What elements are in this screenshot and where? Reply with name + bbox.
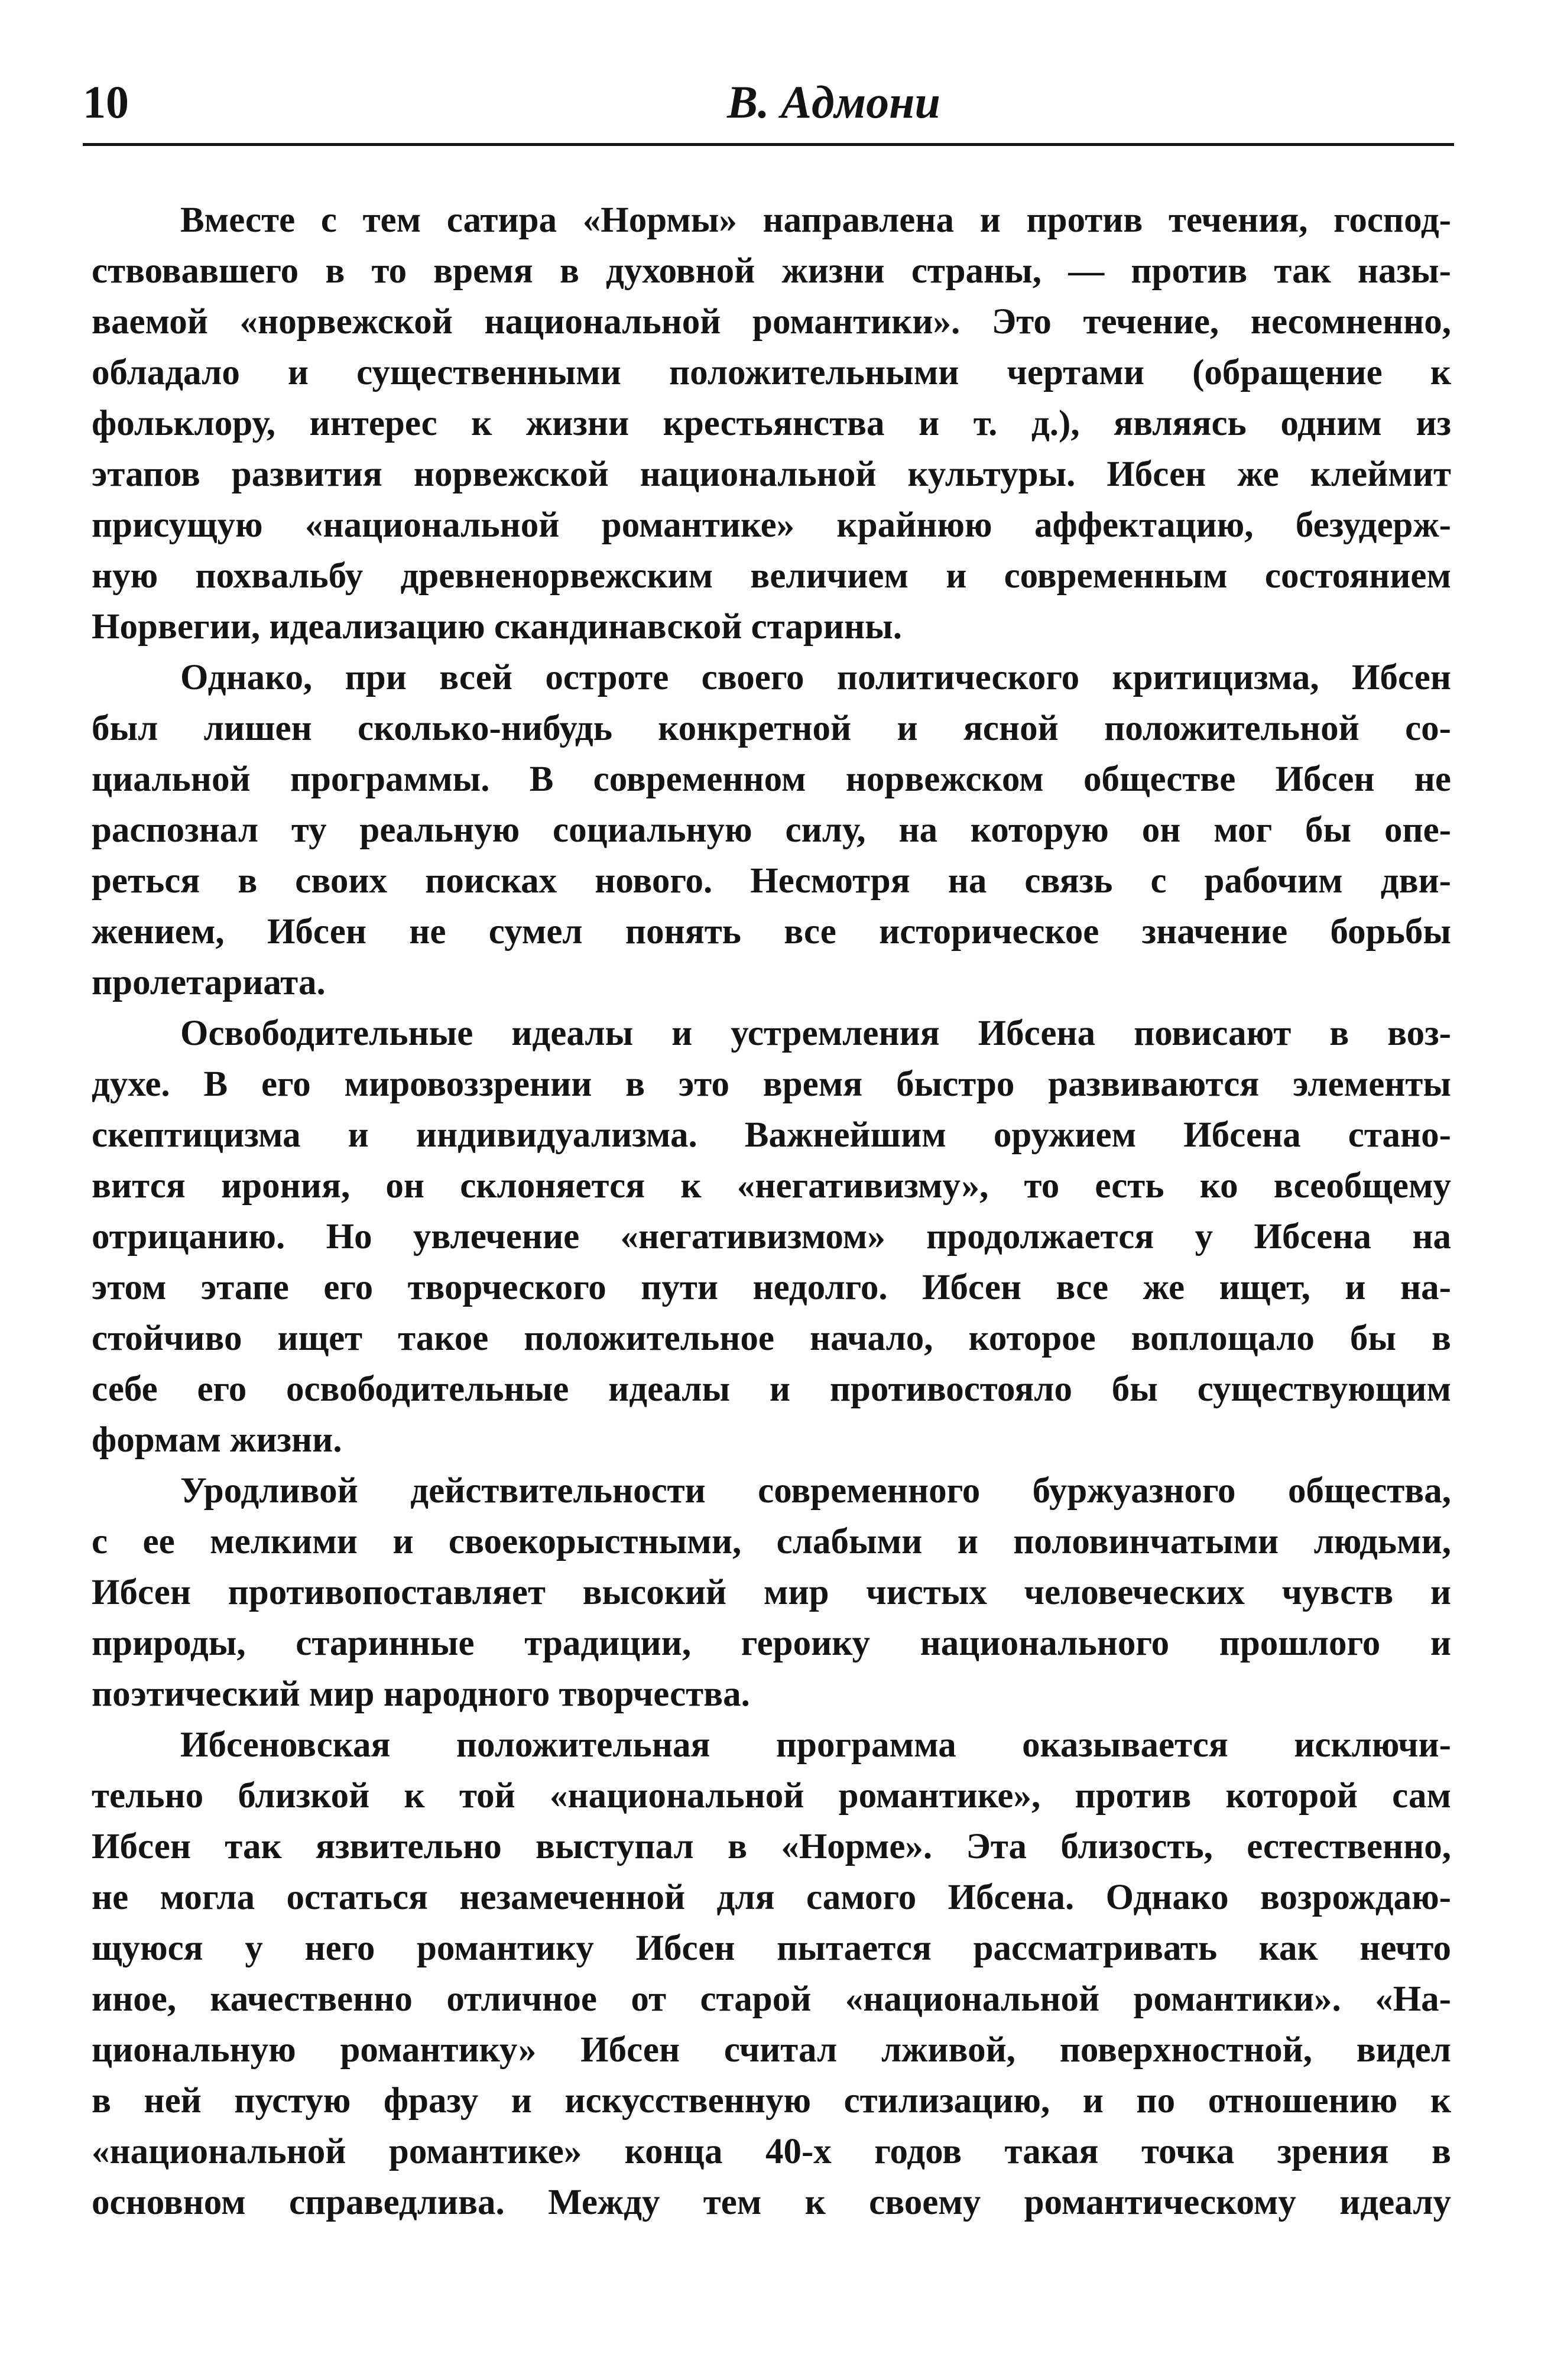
- text-line: жением, Ибсен не сумел понять все историческое значение борьбы: [92, 912, 1451, 952]
- paragraph: [92, 195, 1451, 652]
- text-line: ную похвальбу древненорвежским величием и современным состоянием: [92, 556, 1451, 596]
- text-line: Ибсен так язвительно выступал в «Норме». Эта близость, естественно,: [92, 1827, 1451, 1866]
- text-line: Норвегии, идеализацию скандинавской старины.: [92, 607, 903, 647]
- text-line: ваемой «норвежской национальной романтики». Это течение, несомненно,: [92, 302, 1451, 342]
- running-title: В. Адмони: [727, 76, 940, 128]
- header-rule: [83, 143, 1454, 146]
- text-line: не могла остаться незамеченной для самого Ибсена. Однако возрождаю-: [92, 1878, 1451, 1917]
- text-line: тельно близкой к той «национальной романтике», против которой сам: [92, 1776, 1451, 1816]
- paragraph: [92, 1466, 1451, 1720]
- text-line: ствовавшего в то время в духовной жизни страны, — против так назы-: [92, 251, 1451, 291]
- text-line: с ее мелкими и своекорыстными, слабыми и половинчатыми людьми,: [92, 1522, 1451, 1561]
- text-line: Вместе с тем сатира «Нормы» направлена и против течения, господ-: [180, 200, 1451, 240]
- text-line: Однако, при всей остроте своего политического критицизма, Ибсен: [180, 658, 1451, 697]
- text-line: циальной программы. В современном норвежском обществе Ибсен не: [92, 759, 1451, 799]
- text-line: реться в своих поисках нового. Несмотря на связь с рабочим дви-: [92, 861, 1451, 901]
- text-line: духе. В его мировоззрении в это время быстро развиваются элементы: [92, 1064, 1451, 1104]
- text-line: стойчиво ищет такое положительное начало, которое воплощало бы в: [92, 1319, 1451, 1358]
- running-head: [83, 70, 1454, 135]
- text-line: формам жизни.: [92, 1420, 342, 1460]
- text-line: природы, старинные традиции, героику национального прошлого и: [92, 1624, 1451, 1663]
- text-line: обладало и существенными положительными чертами (обращение к: [92, 353, 1451, 392]
- text-line: поэтический мир народного творчества.: [92, 1674, 750, 1714]
- text-line: пролетариата.: [92, 963, 326, 1002]
- text-line: вится ирония, он склоняется к «негативизму», то есть ко всеобщему: [92, 1166, 1451, 1206]
- text-line: Освободительные идеалы и устремления Ибсена повисают в воз-: [180, 1014, 1451, 1053]
- text-line: Уродливой действительности современного буржуазного общества,: [180, 1471, 1451, 1511]
- text-line: иное, качественно отличное от старой «национальной романтики». «На-: [92, 1979, 1451, 2019]
- text-line: был лишен сколько-нибудь конкретной и ясной положительной со-: [92, 709, 1451, 748]
- text-line: циональную романтику» Ибсен считал лживой, поверхностной, видел: [92, 2030, 1451, 2070]
- paragraph: [92, 1008, 1451, 1466]
- page-number: 10: [83, 76, 129, 128]
- text-line: этапов развития норвежской национальной культуры. Ибсен же клеймит: [92, 454, 1451, 494]
- text-line: основном справедлива. Между тем к своему романтическому идеалу: [92, 2183, 1451, 2222]
- text-line: «национальной романтике» конца 40-х годов такая точка зрения в: [92, 2132, 1451, 2171]
- text-line: распознал ту реальную социальную силу, на которую он мог бы опе-: [92, 810, 1451, 850]
- text-line: фольклору, интерес к жизни крестьянства и т. д.), являясь одним из: [92, 404, 1451, 443]
- text-line: этом этапе его творческого пути недолго. Ибсен все же ищет, и на-: [92, 1268, 1451, 1307]
- text-line: скептицизма и индивидуализма. Важнейшим оружием Ибсена стано-: [92, 1115, 1451, 1155]
- paragraph: [92, 1720, 1451, 2228]
- text-line: в ней пустую фразу и искусственную стилизацию, и по отношению к: [92, 2081, 1451, 2121]
- text-line: Ибсеновская положительная программа оказывается исключи-: [180, 1725, 1451, 1765]
- text-line: отрицанию. Но увлечение «негативизмом» продолжается у Ибсена на: [92, 1217, 1451, 1256]
- text-line: щуюся у него романтику Ибсен пытается рассматривать как нечто: [92, 1928, 1451, 1968]
- text-line: присущую «национальной романтике» крайнюю аффектацию, безудерж-: [92, 505, 1451, 545]
- body-text: [92, 195, 1451, 2228]
- text-line: Ибсен противопоставляет высокий мир чистых человеческих чувств и: [92, 1573, 1451, 1612]
- paragraph: [92, 652, 1451, 1008]
- text-line: себе его освободительные идеалы и противостояло бы существующим: [92, 1369, 1451, 1409]
